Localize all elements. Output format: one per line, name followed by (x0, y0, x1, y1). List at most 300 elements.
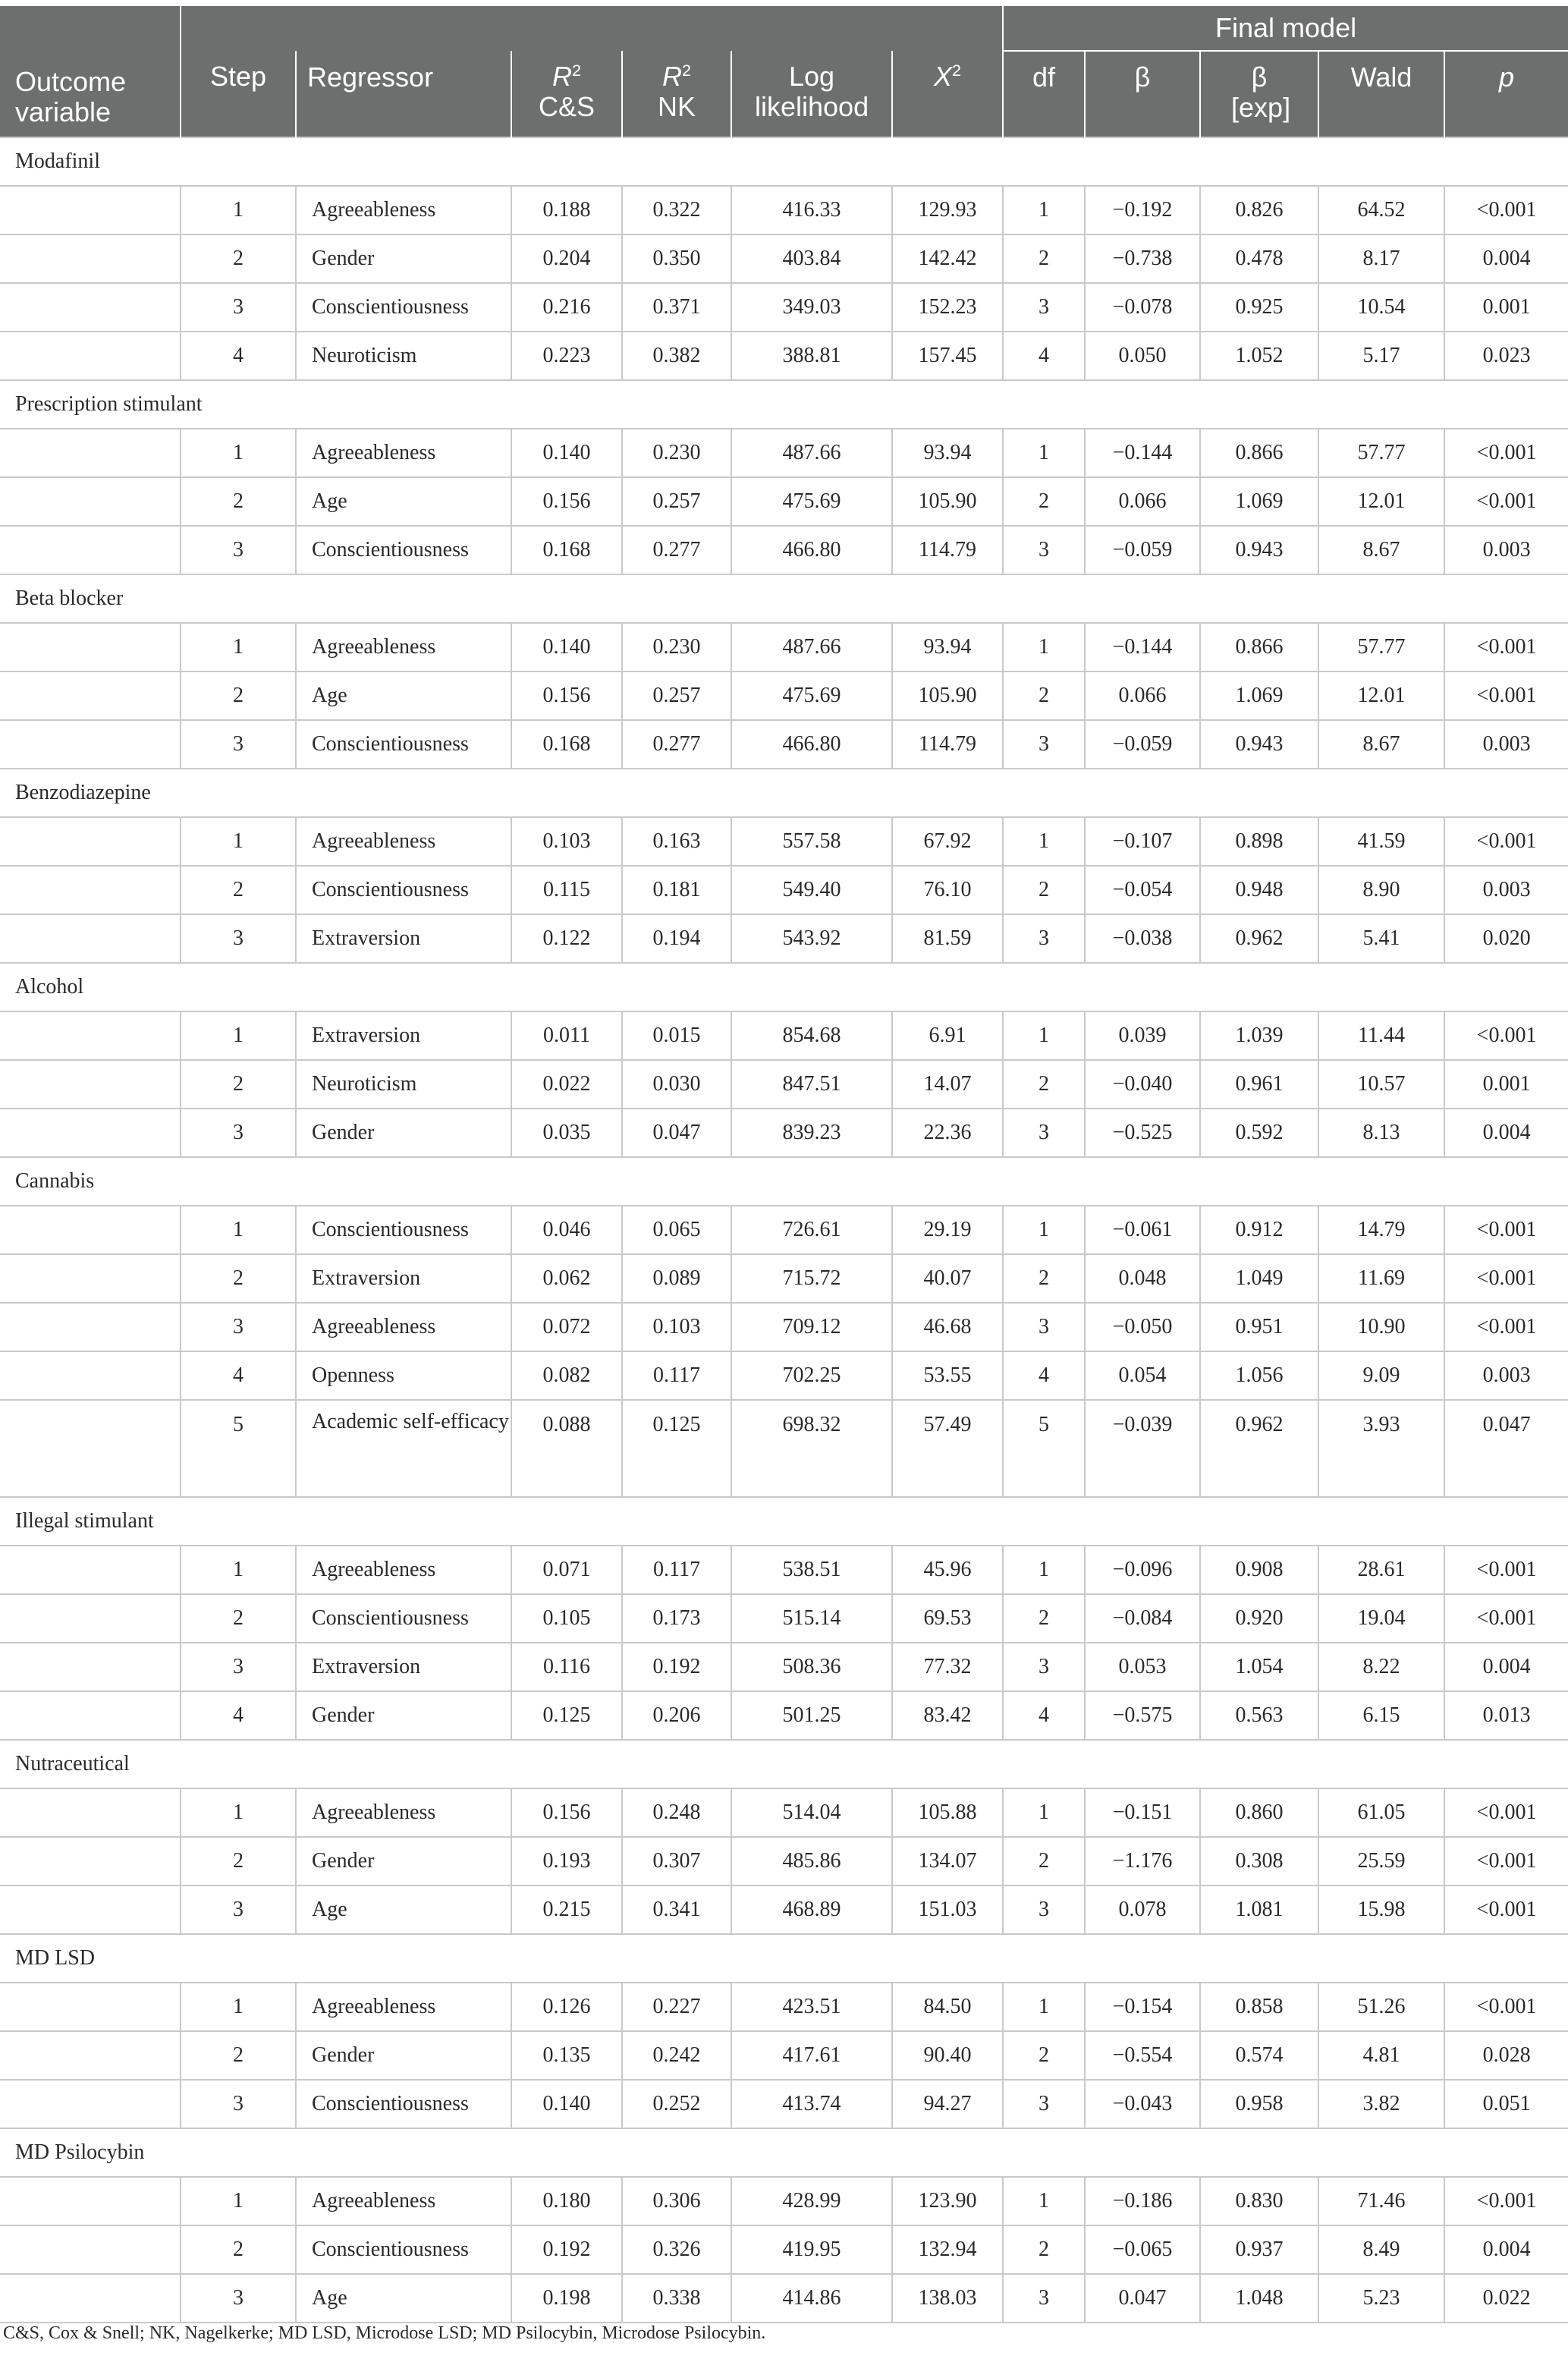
cell-beta: −0.059 (1085, 526, 1200, 574)
cell-r2-cs: 0.188 (511, 186, 622, 234)
cell-log-likelihood: 847.51 (731, 1060, 892, 1109)
cell-r2-nk: 0.117 (622, 1351, 731, 1400)
cell-beta-exp: 1.052 (1200, 332, 1318, 380)
cell-outcome-blank (0, 2080, 181, 2128)
cell-df: 1 (1003, 186, 1085, 234)
cell-chi2: 157.45 (892, 332, 1003, 380)
r2-nk-sup: 2 (681, 61, 691, 80)
cell-regressor: Age (296, 1886, 511, 1934)
cell-chi2: 132.94 (892, 2225, 1003, 2274)
cell-beta-exp: 0.912 (1200, 1206, 1318, 1254)
cell-r2-nk: 0.103 (622, 1303, 731, 1351)
cell-r2-nk: 0.257 (622, 671, 731, 720)
cell-regressor: Agreeableness (296, 429, 511, 477)
table-row (0, 914, 1568, 963)
cell-r2-cs: 0.135 (511, 2031, 622, 2080)
cell-p: 0.003 (1444, 526, 1568, 574)
table-row (0, 1983, 1568, 2031)
cell-log-likelihood: 487.66 (731, 623, 892, 671)
cell-p: 0.003 (1444, 720, 1568, 769)
cell-beta-exp: 0.826 (1200, 186, 1318, 234)
cell-r2-nk: 0.326 (622, 2225, 731, 2274)
cell-step: 2 (181, 2225, 296, 2274)
cell-chi2: 123.90 (892, 2177, 1003, 2225)
cell-df: 1 (1003, 1788, 1085, 1837)
cell-outcome-blank (0, 1060, 181, 1109)
cell-df: 1 (1003, 429, 1085, 477)
cell-r2-nk: 0.163 (622, 817, 731, 866)
cell-r2-cs: 0.046 (511, 1206, 622, 1254)
cell-r2-cs: 0.103 (511, 817, 622, 866)
cell-log-likelihood: 466.80 (731, 526, 892, 574)
cell-p: <0.001 (1444, 1206, 1568, 1254)
cell-wald: 10.90 (1318, 1303, 1444, 1351)
cell-regressor: Age (296, 671, 511, 720)
cell-r2-nk: 0.257 (622, 477, 731, 526)
cell-chi2: 105.90 (892, 671, 1003, 720)
cell-r2-cs: 0.223 (511, 332, 622, 380)
cell-beta: −0.078 (1085, 283, 1200, 332)
cell-r2-nk: 0.307 (622, 1837, 731, 1886)
cell-df: 1 (1003, 1546, 1085, 1594)
cell-regressor: Extraversion (296, 914, 511, 963)
cell-outcome-blank (0, 720, 181, 769)
cell-regressor: Gender (296, 1837, 511, 1886)
cell-beta: −1.176 (1085, 1837, 1200, 1886)
table-row (0, 671, 1568, 720)
cell-regressor: Conscientiousness (296, 2080, 511, 2128)
table-row (0, 1594, 1568, 1643)
cell-outcome-blank (0, 2031, 181, 2080)
table-row (0, 1303, 1568, 1351)
cell-r2-cs: 0.180 (511, 2177, 622, 2225)
group-row (0, 2128, 1568, 2177)
cell-wald: 8.67 (1318, 720, 1444, 769)
cell-log-likelihood: 423.51 (731, 1983, 892, 2031)
cell-df: 3 (1003, 283, 1085, 332)
cell-r2-nk: 0.227 (622, 1983, 731, 2031)
cell-chi2: 45.96 (892, 1546, 1003, 1594)
cell-beta-exp: 1.049 (1200, 1254, 1318, 1303)
cell-regressor: Conscientiousness (296, 526, 511, 574)
cell-beta: −0.039 (1085, 1400, 1200, 1497)
cell-df: 2 (1003, 2031, 1085, 2080)
outcome-variable-label: Nutraceutical (0, 1740, 1568, 1788)
cell-wald: 19.04 (1318, 1594, 1444, 1643)
cell-r2-cs: 0.122 (511, 914, 622, 963)
cell-beta-exp: 1.069 (1200, 671, 1318, 720)
cell-beta: −0.575 (1085, 1691, 1200, 1740)
cell-outcome-blank (0, 1837, 181, 1886)
cell-step: 3 (181, 720, 296, 769)
cell-df: 2 (1003, 671, 1085, 720)
cell-chi2: 93.94 (892, 429, 1003, 477)
cell-log-likelihood: 413.74 (731, 2080, 892, 2128)
cell-r2-cs: 0.126 (511, 1983, 622, 2031)
table-row (0, 1788, 1568, 1837)
cell-beta-exp: 0.943 (1200, 526, 1318, 574)
cell-df: 1 (1003, 1206, 1085, 1254)
cell-outcome-blank (0, 1691, 181, 1740)
table-row (0, 477, 1568, 526)
cell-r2-nk: 0.125 (622, 1400, 731, 1497)
cell-r2-nk: 0.030 (622, 1060, 731, 1109)
cell-regressor: Neuroticism (296, 1060, 511, 1109)
cell-beta: −0.192 (1085, 186, 1200, 234)
cell-df: 3 (1003, 1643, 1085, 1691)
outcome-variable-label: Benzodiazepine (0, 769, 1568, 817)
header-regressor: Regressor (296, 51, 511, 137)
cell-log-likelihood: 475.69 (731, 671, 892, 720)
cell-r2-nk: 0.242 (622, 2031, 731, 2080)
table-row (0, 1351, 1568, 1400)
header-log-likelihood: Log likelihood (731, 51, 892, 137)
cell-wald: 8.49 (1318, 2225, 1444, 2274)
cell-df: 3 (1003, 1886, 1085, 1934)
cell-regressor: Agreeableness (296, 623, 511, 671)
cell-step: 2 (181, 866, 296, 914)
cell-wald: 5.23 (1318, 2274, 1444, 2323)
cell-beta-exp: 1.081 (1200, 1886, 1318, 1934)
cell-chi2: 6.91 (892, 1011, 1003, 1060)
cell-step: 3 (181, 526, 296, 574)
cell-chi2: 105.90 (892, 477, 1003, 526)
cell-df: 2 (1003, 2225, 1085, 2274)
cell-wald: 11.69 (1318, 1254, 1444, 1303)
cell-beta: 0.047 (1085, 2274, 1200, 2323)
cell-wald: 8.17 (1318, 234, 1444, 283)
cell-beta-exp: 0.948 (1200, 866, 1318, 914)
table-row (0, 186, 1568, 234)
cell-wald: 3.93 (1318, 1400, 1444, 1497)
cell-wald: 61.05 (1318, 1788, 1444, 1837)
cell-p: 0.013 (1444, 1691, 1568, 1740)
group-row (0, 769, 1568, 817)
cell-regressor: Conscientiousness (296, 720, 511, 769)
cell-df: 3 (1003, 526, 1085, 574)
cell-regressor: Neuroticism (296, 332, 511, 380)
group-row (0, 1497, 1568, 1546)
cell-log-likelihood: 487.66 (731, 429, 892, 477)
cell-wald: 25.59 (1318, 1837, 1444, 1886)
header-wald: Wald (1318, 51, 1444, 137)
cell-beta: −0.144 (1085, 623, 1200, 671)
cell-outcome-blank (0, 817, 181, 866)
cell-beta-exp: 0.858 (1200, 1983, 1318, 2031)
cell-wald: 28.61 (1318, 1546, 1444, 1594)
cell-chi2: 67.92 (892, 817, 1003, 866)
cell-chi2: 77.32 (892, 1643, 1003, 1691)
outcome-variable-label: MD LSD (0, 1934, 1568, 1983)
cell-regressor: Agreeableness (296, 186, 511, 234)
cell-chi2: 114.79 (892, 526, 1003, 574)
cell-chi2: 93.94 (892, 623, 1003, 671)
cell-step: 4 (181, 332, 296, 380)
cell-df: 1 (1003, 817, 1085, 866)
cell-beta-exp: 0.574 (1200, 2031, 1318, 2080)
cell-r2-nk: 0.194 (622, 914, 731, 963)
cell-step: 1 (181, 1011, 296, 1060)
table-row (0, 1011, 1568, 1060)
cell-outcome-blank (0, 2177, 181, 2225)
cell-log-likelihood: 508.36 (731, 1643, 892, 1691)
cell-p: <0.001 (1444, 623, 1568, 671)
header-r2-nk (622, 51, 731, 137)
cell-outcome-blank (0, 914, 181, 963)
cell-chi2: 69.53 (892, 1594, 1003, 1643)
cell-log-likelihood: 419.95 (731, 2225, 892, 2274)
cell-beta: −0.040 (1085, 1060, 1200, 1109)
cell-step: 1 (181, 186, 296, 234)
cell-beta: −0.038 (1085, 914, 1200, 963)
cell-r2-cs: 0.062 (511, 1254, 622, 1303)
table-row (0, 332, 1568, 380)
cell-step: 3 (181, 283, 296, 332)
cell-r2-nk: 0.192 (622, 1643, 731, 1691)
outcome-variable-label: MD Psilocybin (0, 2128, 1568, 2177)
group-row (0, 574, 1568, 623)
cell-regressor: Extraversion (296, 1011, 511, 1060)
cell-wald: 71.46 (1318, 2177, 1444, 2225)
r2-nk-label: NK (657, 91, 696, 122)
table-body (0, 137, 1568, 2323)
cell-chi2: 151.03 (892, 1886, 1003, 1934)
cell-log-likelihood: 702.25 (731, 1351, 892, 1400)
cell-r2-nk: 0.230 (622, 429, 731, 477)
cell-chi2: 46.68 (892, 1303, 1003, 1351)
cell-wald: 12.01 (1318, 671, 1444, 720)
cell-p: 0.020 (1444, 914, 1568, 963)
cell-chi2: 14.07 (892, 1060, 1003, 1109)
header-df: df (1003, 51, 1085, 137)
table-row (0, 1109, 1568, 1157)
cell-step: 2 (181, 671, 296, 720)
cell-step: 2 (181, 234, 296, 283)
cell-chi2: 94.27 (892, 2080, 1003, 2128)
cell-beta: −0.107 (1085, 817, 1200, 866)
cell-outcome-blank (0, 1886, 181, 1934)
cell-log-likelihood: 543.92 (731, 914, 892, 963)
cell-r2-nk: 0.277 (622, 720, 731, 769)
cell-outcome-blank (0, 526, 181, 574)
cell-regressor: Agreeableness (296, 1303, 511, 1351)
header-final-model: Final model (1003, 6, 1568, 51)
cell-p: <0.001 (1444, 1254, 1568, 1303)
cell-wald: 8.90 (1318, 866, 1444, 914)
cell-p: 0.051 (1444, 2080, 1568, 2128)
cell-outcome-blank (0, 234, 181, 283)
cell-outcome-blank (0, 2225, 181, 2274)
cell-regressor: Agreeableness (296, 2177, 511, 2225)
cell-outcome-blank (0, 1303, 181, 1351)
cell-r2-nk: 0.047 (622, 1109, 731, 1157)
cell-regressor: Gender (296, 234, 511, 283)
cell-r2-cs: 0.204 (511, 234, 622, 283)
cell-r2-cs: 0.082 (511, 1351, 622, 1400)
cell-r2-cs: 0.156 (511, 477, 622, 526)
cell-df: 4 (1003, 1691, 1085, 1740)
header-beta: β (1085, 51, 1200, 137)
cell-step: 1 (181, 1206, 296, 1254)
cell-outcome-blank (0, 477, 181, 526)
group-row (0, 1157, 1568, 1206)
cell-beta: −0.096 (1085, 1546, 1200, 1594)
cell-step: 3 (181, 2080, 296, 2128)
table-row (0, 234, 1568, 283)
cell-log-likelihood: 839.23 (731, 1109, 892, 1157)
cell-step: 3 (181, 914, 296, 963)
table-row (0, 429, 1568, 477)
cell-df: 3 (1003, 1303, 1085, 1351)
table-row (0, 1400, 1568, 1497)
cell-r2-cs: 0.105 (511, 1594, 622, 1643)
cell-log-likelihood: 854.68 (731, 1011, 892, 1060)
cell-regressor: Extraversion (296, 1643, 511, 1691)
cell-log-likelihood: 403.84 (731, 234, 892, 283)
cell-p: 0.004 (1444, 1109, 1568, 1157)
cell-outcome-blank (0, 1351, 181, 1400)
cell-outcome-blank (0, 1400, 181, 1497)
cell-r2-cs: 0.115 (511, 866, 622, 914)
cell-beta-exp: 0.937 (1200, 2225, 1318, 2274)
cell-step: 3 (181, 1303, 296, 1351)
cell-r2-cs: 0.215 (511, 1886, 622, 1934)
cell-df: 3 (1003, 914, 1085, 963)
cell-chi2: 57.49 (892, 1400, 1003, 1497)
cell-p: <0.001 (1444, 429, 1568, 477)
cell-log-likelihood: 417.61 (731, 2031, 892, 2080)
cell-wald: 5.41 (1318, 914, 1444, 963)
cell-df: 2 (1003, 477, 1085, 526)
table-footnote: C&S, Cox & Snell; NK, Nagelkerke; MD LSD, Microdose LSD; MD Psilocybin, Microdose Psilocybin. (3, 2323, 766, 2343)
cell-p: 0.001 (1444, 1060, 1568, 1109)
cell-beta: −0.050 (1085, 1303, 1200, 1351)
cell-beta-exp: 0.898 (1200, 817, 1318, 866)
cell-beta: 0.066 (1085, 477, 1200, 526)
table-row (0, 526, 1568, 574)
cell-r2-cs: 0.198 (511, 2274, 622, 2323)
cell-outcome-blank (0, 671, 181, 720)
cell-regressor: Agreeableness (296, 1546, 511, 1594)
cell-beta-exp: 0.962 (1200, 914, 1318, 963)
cell-beta-exp: 0.925 (1200, 283, 1318, 332)
cell-log-likelihood: 416.33 (731, 186, 892, 234)
cell-regressor: Agreeableness (296, 1983, 511, 2031)
cell-wald: 10.57 (1318, 1060, 1444, 1109)
cell-regressor: Gender (296, 1691, 511, 1740)
cell-beta: 0.078 (1085, 1886, 1200, 1934)
cell-p: 0.001 (1444, 283, 1568, 332)
r2-nk-symbol: R (661, 61, 682, 92)
cell-df: 1 (1003, 1983, 1085, 2031)
cell-p: <0.001 (1444, 1983, 1568, 2031)
cell-step: 1 (181, 429, 296, 477)
cell-chi2: 53.55 (892, 1351, 1003, 1400)
table-row (0, 1206, 1568, 1254)
cell-outcome-blank (0, 1109, 181, 1157)
cell-log-likelihood: 515.14 (731, 1594, 892, 1643)
cell-r2-cs: 0.140 (511, 429, 622, 477)
cell-df: 2 (1003, 1837, 1085, 1886)
cell-regressor: Academic self-efficacy (296, 1400, 511, 1497)
cell-r2-cs: 0.193 (511, 1837, 622, 1886)
cell-r2-nk: 0.252 (622, 2080, 731, 2128)
cell-p: <0.001 (1444, 1303, 1568, 1351)
cell-beta: −0.554 (1085, 2031, 1200, 2080)
cell-step: 3 (181, 1886, 296, 1934)
cell-p: 0.028 (1444, 2031, 1568, 2080)
cell-chi2: 114.79 (892, 720, 1003, 769)
table-row (0, 817, 1568, 866)
cell-wald: 15.98 (1318, 1886, 1444, 1934)
cell-outcome-blank (0, 866, 181, 914)
cell-log-likelihood: 388.81 (731, 332, 892, 380)
group-row (0, 1740, 1568, 1788)
cell-step: 1 (181, 1788, 296, 1837)
cell-r2-cs: 0.168 (511, 720, 622, 769)
cell-chi2: 84.50 (892, 1983, 1003, 2031)
group-row (0, 1934, 1568, 1983)
cell-regressor: Age (296, 2274, 511, 2323)
cell-beta-exp: 1.056 (1200, 1351, 1318, 1400)
cell-wald: 11.44 (1318, 1011, 1444, 1060)
cell-regressor: Conscientiousness (296, 283, 511, 332)
r2-cs-label: C&S (538, 91, 595, 122)
cell-regressor: Age (296, 477, 511, 526)
cell-beta-exp: 0.943 (1200, 720, 1318, 769)
cell-r2-nk: 0.065 (622, 1206, 731, 1254)
cell-log-likelihood: 698.32 (731, 1400, 892, 1497)
cell-p: <0.001 (1444, 1594, 1568, 1643)
outcome-variable-label: Modafinil (0, 137, 1568, 186)
cell-step: 2 (181, 2031, 296, 2080)
cell-log-likelihood: 514.04 (731, 1788, 892, 1837)
cell-beta-exp: 0.478 (1200, 234, 1318, 283)
cell-beta-exp: 0.592 (1200, 1109, 1318, 1157)
cell-wald: 41.59 (1318, 817, 1444, 866)
cell-beta: 0.066 (1085, 671, 1200, 720)
table-row (0, 2225, 1568, 2274)
cell-beta: −0.144 (1085, 429, 1200, 477)
cell-wald: 9.09 (1318, 1351, 1444, 1400)
cell-r2-cs: 0.140 (511, 2080, 622, 2128)
cell-r2-nk: 0.371 (622, 283, 731, 332)
cell-df: 2 (1003, 1060, 1085, 1109)
table-row (0, 1691, 1568, 1740)
table-row (0, 1060, 1568, 1109)
cell-regressor: Agreeableness (296, 1788, 511, 1837)
cell-p: 0.003 (1444, 866, 1568, 914)
cell-beta: −0.084 (1085, 1594, 1200, 1643)
cell-beta: −0.059 (1085, 720, 1200, 769)
cell-r2-nk: 0.230 (622, 623, 731, 671)
cell-wald: 6.15 (1318, 1691, 1444, 1740)
cell-step: 2 (181, 1594, 296, 1643)
header-blank (181, 6, 1003, 51)
cell-p: <0.001 (1444, 671, 1568, 720)
group-row (0, 137, 1568, 186)
cell-wald: 10.54 (1318, 283, 1444, 332)
cell-step: 1 (181, 623, 296, 671)
cell-regressor: Openness (296, 1351, 511, 1400)
cell-wald: 57.77 (1318, 429, 1444, 477)
table-row (0, 1643, 1568, 1691)
table-row (0, 623, 1568, 671)
cell-beta: 0.039 (1085, 1011, 1200, 1060)
cell-df: 2 (1003, 866, 1085, 914)
cell-outcome-blank (0, 429, 181, 477)
cell-df: 5 (1003, 1400, 1085, 1497)
